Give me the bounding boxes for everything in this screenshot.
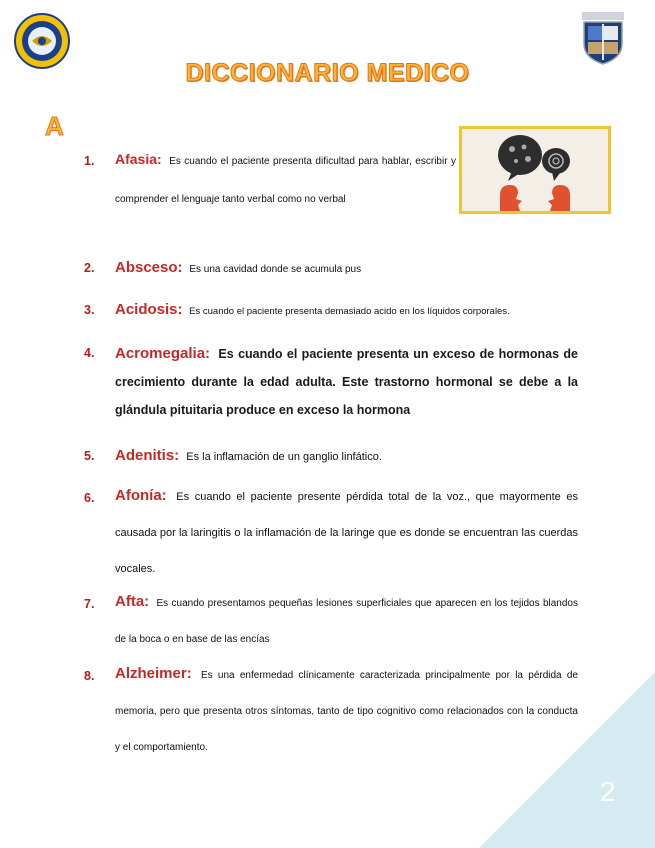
definition: Es cuando el paciente presenta dificultad para hablar, escribir y comprender el lenguaje tanto verbal como no verbal bbox=[115, 156, 456, 205]
term: Adenitis: bbox=[115, 447, 180, 464]
definition: Es la inflamación de un ganglio linfático. bbox=[186, 451, 382, 463]
term: Acidosis: bbox=[115, 301, 183, 318]
term: Absceso: bbox=[115, 259, 183, 276]
definition: Es cuando el paciente presente pérdida total de la voz., que mayormente es causada por la laringitis o la inflamación de la laringe que es donde se encuentran las cuerdas vocales. bbox=[115, 491, 578, 575]
definition: Es cuando presentamos pequeñas lesiones superficiales que aparecen en los tejidos blandos de la boca o en base de las encías bbox=[115, 598, 578, 645]
list-item bbox=[84, 584, 578, 658]
corner-decoration bbox=[479, 672, 655, 848]
term: Afta: bbox=[115, 593, 150, 610]
definition: Es cuando el paciente presenta demasiado acido en los líquidos corporales. bbox=[189, 306, 510, 317]
section-letter: A bbox=[45, 111, 64, 141]
list-item bbox=[84, 258, 578, 280]
list-item bbox=[84, 340, 578, 424]
item-number: 8. bbox=[84, 669, 95, 683]
item-number: 7. bbox=[84, 597, 95, 611]
list-item bbox=[84, 478, 578, 587]
term: Afonía: bbox=[115, 487, 167, 504]
list-item bbox=[84, 446, 578, 467]
item-number: 1. bbox=[84, 154, 95, 168]
page-title: DICCIONARIO MEDICO bbox=[185, 59, 470, 87]
two-heads-thinking-icon bbox=[462, 129, 608, 211]
item-number: 5. bbox=[84, 449, 95, 463]
term: Afasia: bbox=[115, 151, 162, 167]
list-item bbox=[84, 152, 456, 219]
item-number: 4. bbox=[84, 346, 95, 360]
definition: Es una cavidad donde se acumula pus bbox=[189, 264, 362, 275]
term: Alzheimer: bbox=[115, 665, 192, 682]
medical-faculty-shield-icon bbox=[578, 10, 628, 66]
item-number: 6. bbox=[84, 491, 95, 505]
item-number: 3. bbox=[84, 303, 95, 317]
definition: Es cuando el paciente presenta un exceso de hormonas de crecimiento durante la edad adulta. Este trastorno hormonal se debe a la glándula pituitaria produce en exceso la hormona bbox=[115, 347, 578, 417]
term: Acromegalia: bbox=[115, 345, 211, 362]
list-item bbox=[84, 300, 578, 322]
page-number: 2 bbox=[600, 776, 616, 807]
item-number: 2. bbox=[84, 261, 95, 275]
definition: Es una enfermedad clínicamente caracterizada principalmente por la pérdida de memoria, pero que presenta otros síntomas, tanto de tipo cognitivo como relacionados con la conducta y el comportamiento. bbox=[115, 670, 579, 753]
illustration bbox=[459, 126, 611, 214]
